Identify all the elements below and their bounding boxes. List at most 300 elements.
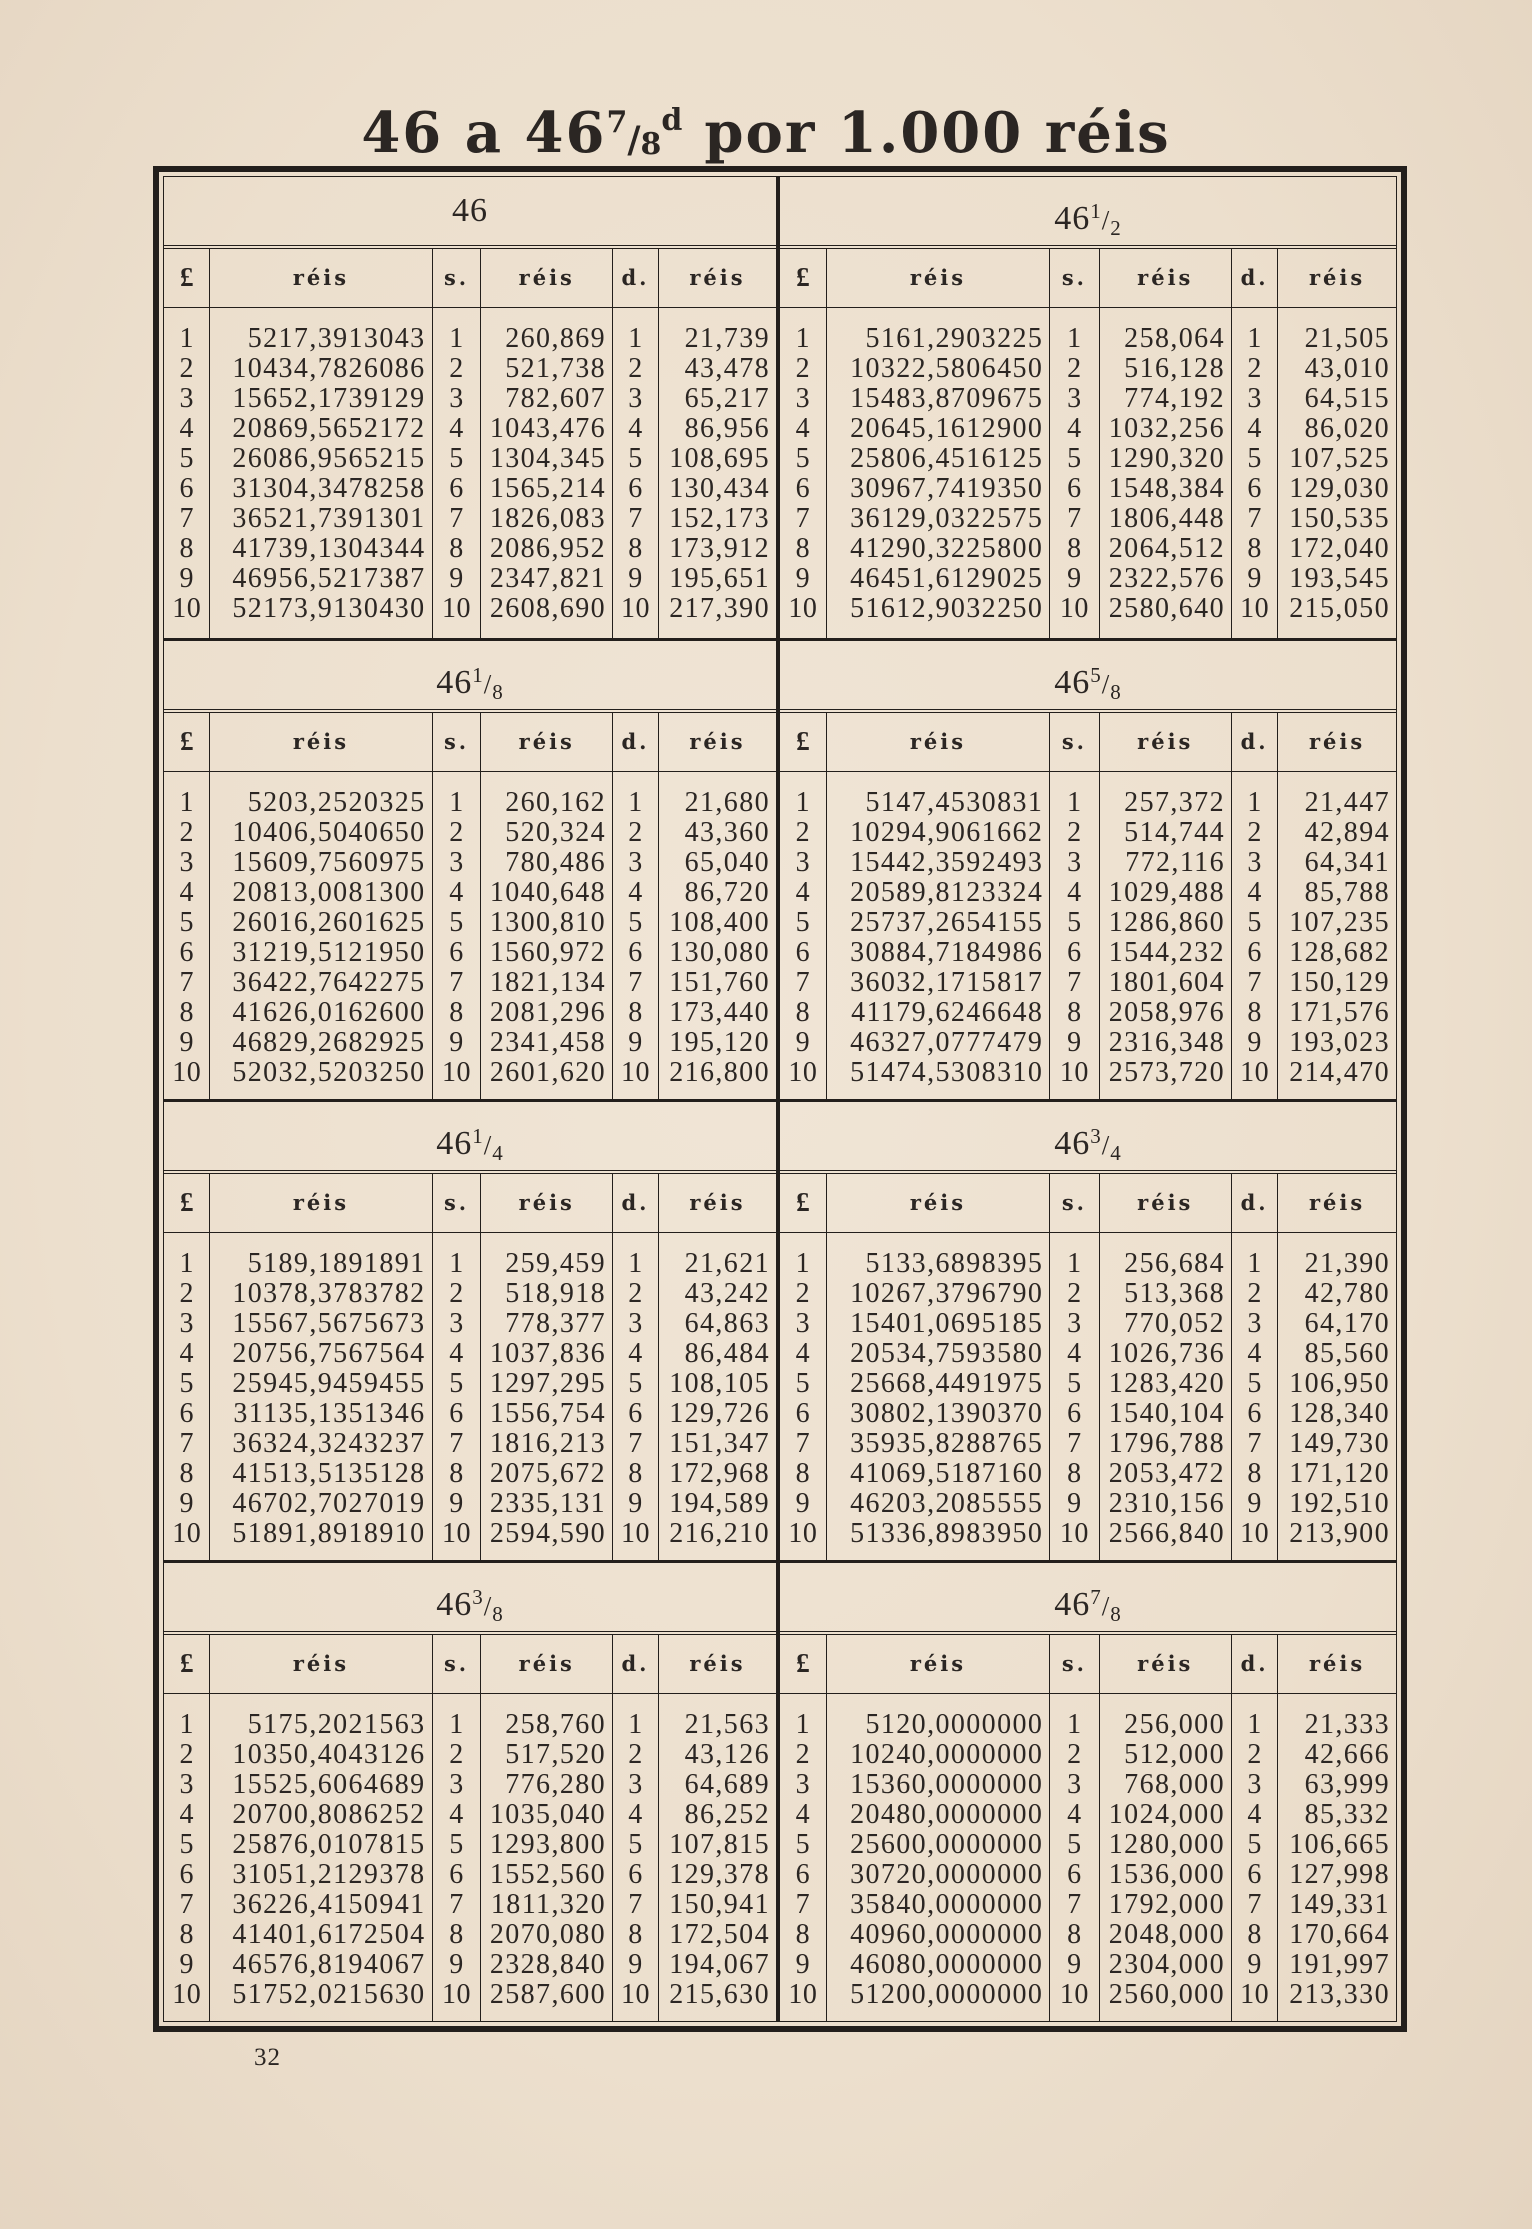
shilling-count: 7 — [1050, 1890, 1099, 1920]
pound-in-reis: 26086,9565215 — [210, 444, 432, 474]
pound-count: 5 — [780, 908, 826, 938]
filler-cell — [481, 1549, 613, 1560]
pence-count: 7 — [1231, 968, 1277, 998]
pence-in-reis: 43,242 — [684, 1279, 770, 1309]
spacer-row — [164, 1232, 776, 1249]
pence-count: 4 — [1231, 1339, 1277, 1369]
pence-count: 5 — [1231, 1830, 1277, 1860]
shilling-count: 8 — [432, 1459, 481, 1489]
spacer-cell — [826, 1693, 1050, 1710]
shilling-count: 9 — [432, 564, 481, 594]
pence-count: 5 — [613, 1830, 659, 1860]
table-row — [780, 1309, 1396, 1339]
shilling-in-reis: 770,052 — [1099, 1309, 1231, 1339]
pence-in-reis: 215,630 — [669, 1980, 770, 2010]
pound-count: 2 — [164, 1740, 210, 1770]
pound-count: 7 — [780, 1429, 826, 1459]
conversion-rows — [164, 1693, 776, 2021]
filler-cell — [658, 2010, 776, 2021]
filler-cell — [658, 1088, 776, 1099]
pence-count: 9 — [1231, 1028, 1277, 1058]
pound-count: 1 — [780, 1249, 826, 1279]
pence-count: 2 — [1231, 818, 1277, 848]
shilling-in-reis: 1565,214 — [481, 474, 613, 504]
filler-cell — [1278, 624, 1396, 638]
shilling-count: 4 — [1050, 1339, 1099, 1369]
pound-count: 1 — [164, 1249, 210, 1279]
shilling-reis-header: réis — [481, 1635, 613, 1693]
filler-row — [780, 2010, 1396, 2021]
shilling-header: s. — [1050, 249, 1099, 307]
pound-in-reis: 46203,2085555 — [826, 1489, 1050, 1519]
conversion-rows — [164, 771, 776, 1099]
pence-reis-header: réis — [658, 1635, 776, 1693]
pence-in-reis: 173,912 — [669, 534, 770, 564]
shilling-count: 3 — [432, 1770, 481, 1800]
filler-row — [780, 624, 1396, 638]
block-rate-label — [164, 1563, 776, 1635]
pence-count: 4 — [613, 1800, 659, 1830]
pence-in-reis: 21,739 — [684, 324, 770, 354]
pence-in-reis: 149,730 — [1289, 1429, 1390, 1459]
table-row — [164, 534, 776, 564]
shilling-in-reis: 1026,736 — [1099, 1339, 1231, 1369]
filler-cell — [432, 1549, 481, 1560]
pence-count: 7 — [1231, 1429, 1277, 1459]
table-row — [780, 564, 1396, 594]
pence-count: 10 — [1231, 1058, 1277, 1088]
spacer-row — [164, 771, 776, 788]
table-row — [780, 444, 1396, 474]
pound-count: 5 — [164, 1369, 210, 1399]
pound-in-reis: 20589,8123324 — [826, 878, 1050, 908]
table-row — [164, 1279, 776, 1309]
pence-count: 5 — [1231, 908, 1277, 938]
table-row — [164, 414, 776, 444]
pence-count: 4 — [613, 414, 659, 444]
pound-count: 4 — [780, 1339, 826, 1369]
shilling-count: 10 — [432, 594, 481, 624]
pound-in-reis: 51200,0000000 — [826, 1980, 1050, 2010]
pound-in-reis: 15567,5675673 — [210, 1309, 432, 1339]
pound-in-reis: 40960,0000000 — [826, 1920, 1050, 1950]
table-row — [164, 1980, 776, 2010]
table-row — [780, 324, 1396, 354]
shilling-in-reis: 1290,320 — [1099, 444, 1231, 474]
pound-in-reis: 26016,2601625 — [210, 908, 432, 938]
table-row — [780, 878, 1396, 908]
filler-cell — [164, 624, 210, 638]
pound-count: 7 — [780, 1890, 826, 1920]
pound-in-reis: 15442,3592493 — [826, 848, 1050, 878]
shilling-in-reis: 772,116 — [1099, 848, 1231, 878]
shilling-count: 8 — [1050, 1920, 1099, 1950]
pence-in-reis: 42,894 — [1304, 818, 1390, 848]
table-row — [164, 938, 776, 968]
pence-count: 10 — [1231, 1519, 1277, 1549]
pence-header: d. — [613, 713, 659, 771]
shilling-in-reis: 768,000 — [1099, 1770, 1231, 1800]
rate-fraction-numerator: 1 — [472, 663, 484, 687]
shilling-in-reis: 2341,458 — [481, 1028, 613, 1058]
pence-count: 8 — [1231, 534, 1277, 564]
spacer-cell — [481, 307, 613, 324]
shilling-in-reis: 520,324 — [481, 818, 613, 848]
shilling-in-reis: 2053,472 — [1099, 1459, 1231, 1489]
spacer-cell — [210, 307, 432, 324]
pound-count: 10 — [164, 1058, 210, 1088]
pence-in-reis: 150,129 — [1289, 968, 1390, 998]
shilling-count: 10 — [432, 1519, 481, 1549]
pound-count: 4 — [780, 1800, 826, 1830]
shilling-in-reis: 1304,345 — [481, 444, 613, 474]
pence-in-reis: 127,998 — [1289, 1860, 1390, 1890]
pence-count: 7 — [613, 504, 659, 534]
pound-count: 6 — [780, 1860, 826, 1890]
pound-in-reis: 52173,9130430 — [210, 594, 432, 624]
shilling-in-reis: 2347,821 — [481, 564, 613, 594]
rate-fraction-slash: / — [1101, 1591, 1111, 1621]
spacer-cell — [1278, 771, 1396, 788]
shilling-in-reis: 2081,296 — [481, 998, 613, 1028]
column-header-row — [164, 249, 776, 307]
pound-count: 7 — [164, 968, 210, 998]
column-header-row — [780, 713, 1396, 771]
table-row — [780, 1489, 1396, 1519]
pence-count: 1 — [613, 1249, 659, 1279]
pound-reis-header: réis — [210, 713, 432, 771]
table-row — [164, 1339, 776, 1369]
shilling-in-reis: 1043,476 — [481, 414, 613, 444]
shilling-reis-header: réis — [481, 713, 613, 771]
pound-in-reis: 10378,3783782 — [210, 1279, 432, 1309]
pence-count: 3 — [1231, 848, 1277, 878]
filler-row — [780, 1088, 1396, 1099]
shilling-count: 3 — [1050, 384, 1099, 414]
pound-in-reis: 20645,1612900 — [826, 414, 1050, 444]
title-fraction-denominator: 8 — [640, 127, 662, 162]
shilling-count: 9 — [1050, 1028, 1099, 1058]
pence-count: 2 — [1231, 354, 1277, 384]
filler-cell — [826, 2010, 1050, 2021]
conversion-table — [164, 1635, 776, 2021]
shilling-reis-header: réis — [1099, 249, 1231, 307]
spacer-cell — [1099, 1232, 1231, 1249]
shilling-count: 5 — [432, 444, 481, 474]
table-row — [164, 1890, 776, 1920]
shilling-in-reis: 1801,604 — [1099, 968, 1231, 998]
shilling-count: 2 — [1050, 1279, 1099, 1309]
pence-in-reis: 216,800 — [669, 1058, 770, 1088]
pence-in-reis: 171,576 — [1289, 998, 1390, 1028]
filler-cell — [826, 1549, 1050, 1560]
rate-fraction-slash: / — [1101, 205, 1111, 235]
shilling-header: s. — [432, 713, 481, 771]
shilling-in-reis: 1037,836 — [481, 1339, 613, 1369]
shilling-count: 1 — [432, 324, 481, 354]
pence-reis-header: réis — [658, 249, 776, 307]
rate-fraction-slash: / — [483, 669, 493, 699]
pence-count: 7 — [613, 1429, 659, 1459]
spacer-cell — [164, 307, 210, 324]
rate-whole: 46 — [436, 1586, 473, 1623]
table-row — [780, 474, 1396, 504]
pence-in-reis: 21,390 — [1304, 1249, 1390, 1279]
shilling-count: 5 — [432, 908, 481, 938]
spacer-cell — [432, 1693, 481, 1710]
pound-count: 4 — [164, 1339, 210, 1369]
table-row — [164, 1800, 776, 1830]
pence-reis-header: réis — [658, 1174, 776, 1232]
rate-whole: 46 — [1054, 1586, 1091, 1623]
pound-in-reis: 51474,5308310 — [826, 1058, 1050, 1088]
title-tail: por 1.000 réis — [704, 100, 1171, 166]
spacer-cell — [826, 307, 1050, 324]
table-row — [164, 474, 776, 504]
shilling-in-reis: 2573,720 — [1099, 1058, 1231, 1088]
conversion-table — [164, 713, 776, 1099]
shilling-in-reis: 1548,384 — [1099, 474, 1231, 504]
spacer-row — [164, 1693, 776, 1710]
pence-in-reis: 194,589 — [669, 1489, 770, 1519]
block-rate-label — [164, 641, 776, 713]
shilling-in-reis: 516,128 — [1099, 354, 1231, 384]
table-row — [780, 1279, 1396, 1309]
shilling-count: 10 — [432, 1058, 481, 1088]
table-row — [780, 414, 1396, 444]
table-row — [780, 1710, 1396, 1740]
shilling-count: 6 — [1050, 1399, 1099, 1429]
pence-count: 8 — [1231, 1920, 1277, 1950]
shilling-count: 9 — [1050, 564, 1099, 594]
pence-count: 8 — [1231, 998, 1277, 1028]
shilling-header: s. — [1050, 713, 1099, 771]
pound-in-reis: 20534,7593580 — [826, 1339, 1050, 1369]
pound-count: 6 — [780, 1399, 826, 1429]
block-rate-label — [164, 1102, 776, 1174]
pence-count: 7 — [613, 1890, 659, 1920]
table-row — [164, 1860, 776, 1890]
pound-count: 7 — [164, 504, 210, 534]
pence-count: 3 — [1231, 1770, 1277, 1800]
spacer-cell — [780, 307, 826, 324]
shilling-in-reis: 2304,000 — [1099, 1950, 1231, 1980]
column-header-group — [780, 1174, 1396, 1232]
pence-count: 8 — [613, 998, 659, 1028]
filler-cell — [780, 1088, 826, 1099]
pence-count: 4 — [1231, 414, 1277, 444]
pound-in-reis: 15609,7560975 — [210, 848, 432, 878]
shilling-count: 6 — [1050, 1860, 1099, 1890]
pound-count: 10 — [780, 1980, 826, 2010]
spacer-row — [780, 1693, 1396, 1710]
shilling-header: s. — [432, 1635, 481, 1693]
pence-in-reis: 171,120 — [1289, 1459, 1390, 1489]
shilling-in-reis: 1811,320 — [481, 1890, 613, 1920]
spacer-cell — [1050, 307, 1099, 324]
filler-cell — [780, 2010, 826, 2021]
pence-count: 3 — [613, 384, 659, 414]
pound-in-reis: 41179,6246648 — [826, 998, 1050, 1028]
rate-whole: 46 — [1054, 664, 1091, 701]
shilling-count: 8 — [1050, 534, 1099, 564]
shilling-reis-header: réis — [1099, 713, 1231, 771]
pence-in-reis: 107,235 — [1289, 908, 1390, 938]
shilling-count: 1 — [1050, 788, 1099, 818]
pound-in-reis: 41513,5135128 — [210, 1459, 432, 1489]
pound-count: 8 — [164, 534, 210, 564]
block-rate-label — [780, 1102, 1396, 1174]
shilling-count: 5 — [432, 1830, 481, 1860]
pound-count: 3 — [780, 384, 826, 414]
pence-in-reis: 86,484 — [684, 1339, 770, 1369]
rate-fraction-numerator: 5 — [1090, 663, 1102, 687]
pound-count: 6 — [780, 474, 826, 504]
table-row — [780, 1028, 1396, 1058]
pence-in-reis: 65,040 — [684, 848, 770, 878]
pound-in-reis: 41401,6172504 — [210, 1920, 432, 1950]
pence-count: 10 — [613, 1980, 659, 2010]
pence-in-reis: 21,333 — [1304, 1710, 1390, 1740]
pound-count: 8 — [780, 1459, 826, 1489]
shilling-count: 7 — [1050, 504, 1099, 534]
spacer-cell — [1278, 307, 1396, 324]
pence-in-reis: 43,126 — [684, 1740, 770, 1770]
pound-count: 2 — [164, 354, 210, 384]
pound-count: 5 — [164, 1830, 210, 1860]
pound-count: 10 — [780, 594, 826, 624]
filler-cell — [826, 624, 1050, 638]
pound-in-reis: 46451,6129025 — [826, 564, 1050, 594]
shilling-count: 4 — [432, 1800, 481, 1830]
pence-count: 6 — [613, 1399, 659, 1429]
pound-count: 7 — [780, 504, 826, 534]
shilling-count: 9 — [432, 1028, 481, 1058]
pound-count: 3 — [164, 848, 210, 878]
spacer-cell — [1050, 771, 1099, 788]
pound-in-reis: 52032,5203250 — [210, 1058, 432, 1088]
pence-in-reis: 108,400 — [669, 908, 770, 938]
pence-count: 9 — [613, 1028, 659, 1058]
table-row — [780, 594, 1396, 624]
block-rate-label — [780, 641, 1396, 713]
rate-whole: 46 — [452, 192, 488, 229]
shilling-in-reis: 1816,213 — [481, 1429, 613, 1459]
pence-count: 1 — [1231, 788, 1277, 818]
rate-block-46-1-4 — [164, 1099, 780, 1560]
pence-in-reis: 151,760 — [669, 968, 770, 998]
pence-in-reis: 21,447 — [1304, 788, 1390, 818]
shilling-reis-header: réis — [481, 1174, 613, 1232]
shilling-count: 3 — [1050, 1309, 1099, 1339]
table-row — [780, 1800, 1396, 1830]
shilling-count: 10 — [1050, 1519, 1099, 1549]
shilling-count: 2 — [432, 818, 481, 848]
shilling-count: 1 — [1050, 1249, 1099, 1279]
shilling-count: 4 — [432, 1339, 481, 1369]
conversion-rows — [780, 771, 1396, 1099]
shilling-count: 9 — [432, 1489, 481, 1519]
pound-header: £ — [780, 1174, 826, 1232]
pound-count: 2 — [780, 818, 826, 848]
pence-count: 2 — [613, 1740, 659, 1770]
pence-count: 9 — [1231, 564, 1277, 594]
pence-header: d. — [613, 249, 659, 307]
pound-in-reis: 46829,2682925 — [210, 1028, 432, 1058]
shilling-count: 9 — [1050, 1950, 1099, 1980]
pound-count: 8 — [164, 998, 210, 1028]
pence-in-reis: 172,968 — [669, 1459, 770, 1489]
shilling-count: 9 — [1050, 1489, 1099, 1519]
rate-fraction-numerator: 1 — [472, 1124, 484, 1148]
pound-count: 5 — [780, 444, 826, 474]
pence-in-reis: 64,341 — [1304, 848, 1390, 878]
pound-count: 4 — [780, 414, 826, 444]
pence-in-reis: 43,360 — [684, 818, 770, 848]
spacer-row — [780, 307, 1396, 324]
table-row — [164, 1028, 776, 1058]
pence-in-reis: 173,440 — [669, 998, 770, 1028]
spacer-cell — [658, 1232, 776, 1249]
conversion-rows — [780, 1232, 1396, 1560]
pound-in-reis: 5217,3913043 — [210, 324, 432, 354]
spacer-cell — [1050, 1693, 1099, 1710]
shilling-in-reis: 1560,972 — [481, 938, 613, 968]
shilling-in-reis: 1293,800 — [481, 1830, 613, 1860]
filler-cell — [1050, 2010, 1099, 2021]
conversion-table — [780, 1174, 1396, 1560]
shilling-in-reis: 1300,810 — [481, 908, 613, 938]
table-row — [780, 818, 1396, 848]
shilling-in-reis: 2310,156 — [1099, 1489, 1231, 1519]
table-grid — [163, 176, 1397, 2022]
conversion-table — [164, 1174, 776, 1560]
pence-count: 5 — [613, 1369, 659, 1399]
pence-in-reis: 86,720 — [684, 878, 770, 908]
table-row — [164, 908, 776, 938]
spacer-cell — [164, 1693, 210, 1710]
shilling-count: 6 — [1050, 938, 1099, 968]
rate-fraction-slash: / — [1101, 669, 1111, 699]
pence-count: 1 — [613, 324, 659, 354]
pence-in-reis: 172,504 — [669, 1920, 770, 1950]
pound-count: 1 — [780, 1710, 826, 1740]
pence-count: 8 — [613, 1920, 659, 1950]
conversion-rows — [164, 307, 776, 638]
pence-header: d. — [1231, 1174, 1277, 1232]
pence-in-reis: 172,040 — [1289, 534, 1390, 564]
spacer-cell — [613, 771, 659, 788]
table-row — [164, 1519, 776, 1549]
pence-in-reis: 86,252 — [684, 1800, 770, 1830]
pence-in-reis: 42,666 — [1304, 1740, 1390, 1770]
pound-in-reis: 25737,2654155 — [826, 908, 1050, 938]
pound-in-reis: 15652,1739129 — [210, 384, 432, 414]
pence-in-reis: 21,563 — [684, 1710, 770, 1740]
pound-header: £ — [164, 1174, 210, 1232]
pence-in-reis: 42,780 — [1304, 1279, 1390, 1309]
table-row — [164, 354, 776, 384]
table-row — [780, 1920, 1396, 1950]
table-row — [164, 968, 776, 998]
filler-cell — [658, 624, 776, 638]
shilling-in-reis: 260,162 — [481, 788, 613, 818]
filler-row — [164, 2010, 776, 2021]
spacer-cell — [1278, 1232, 1396, 1249]
rate-block-46-1-2 — [780, 177, 1396, 638]
shilling-in-reis: 1297,295 — [481, 1369, 613, 1399]
pound-in-reis: 5203,2520325 — [210, 788, 432, 818]
